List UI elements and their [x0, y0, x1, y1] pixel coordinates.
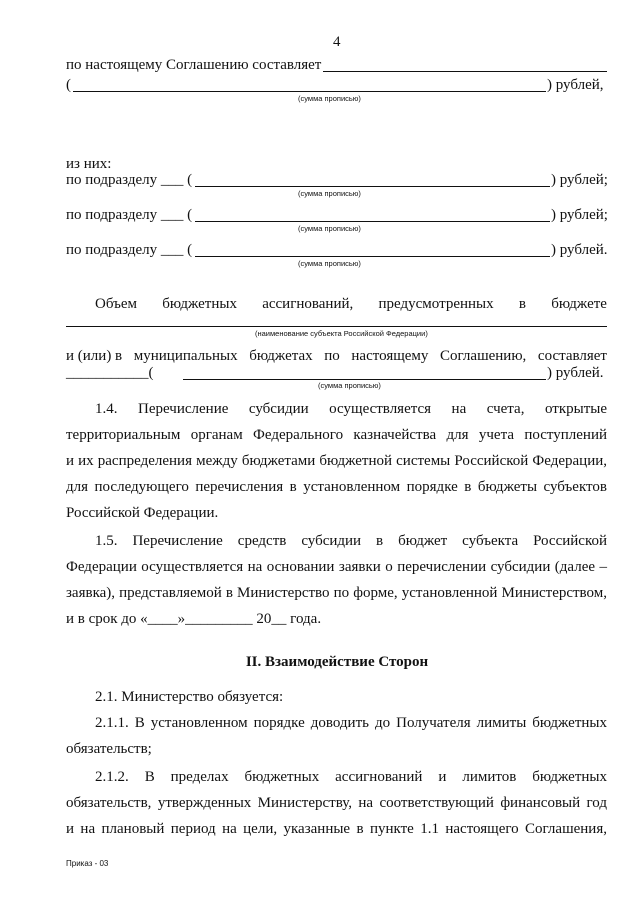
sum-in-words-caption: (сумма прописью)	[298, 94, 361, 103]
subsection-row-1-suffix: ) рублей;	[551, 172, 608, 188]
p14-line-1: 1.4. Перечисление субсидии осуществляется на счета, открытые	[95, 401, 607, 417]
p14-line-3: и их распределения между бюджетами бюджетной системы Российской Федерации,	[66, 453, 607, 469]
municipal-word: муниципальных	[133, 348, 238, 364]
municipal-amount-prefix: ___________(	[66, 365, 154, 381]
subsection-row-1-line	[195, 186, 550, 187]
p211-line-2: обязательств;	[66, 741, 152, 757]
volume-word: Объем	[95, 296, 137, 312]
p211-line-1: 2.1.1. В установленном порядке доводить до Получателя лимиты бюджетных	[95, 715, 607, 731]
subsection-row-1-caption: (сумма прописью)	[298, 189, 361, 198]
subsection-row-2-caption: (сумма прописью)	[298, 224, 361, 233]
municipal-word: по	[324, 348, 340, 364]
total-amount-label: по настоящему Соглашению составляет	[66, 57, 322, 73]
subsection-row-2-suffix: ) рублей;	[551, 207, 608, 223]
municipal-word: и (или) в	[66, 348, 123, 364]
p21: 2.1. Министерство обязуется:	[95, 689, 284, 705]
municipal-word: настоящему	[351, 348, 429, 364]
open-paren: (	[66, 77, 71, 93]
p212-line-2: обязательств, утвержденных Министерству, на соответствующий финансовый год	[66, 795, 607, 811]
volume-word: бюджетных	[162, 296, 237, 312]
subsection-row-3-suffix: ) рублей.	[551, 242, 608, 258]
p15-line-1: 1.5. Перечисление средств субсидии в бюджет субъекта Российской	[95, 533, 607, 549]
rubles-label: ) рублей,	[547, 77, 604, 93]
subsection-row-1-prefix: по подразделу ___ (	[66, 172, 193, 188]
municipal-sum-caption: (сумма прописью)	[318, 381, 381, 390]
volume-line	[95, 295, 607, 313]
volume-word: в	[518, 296, 526, 312]
p15-line-3: заявка), представляемой в Министерство по форме, установленной Министерством,	[66, 585, 607, 601]
p14-line-4: для последующего перечисления в установленном порядке в бюджеты субъектов	[66, 479, 607, 495]
footer-order-ref: Приказ - 03	[66, 859, 109, 868]
subsection-row-3-prefix: по подразделу ___ (	[66, 242, 193, 258]
municipal-amount-line	[183, 379, 546, 380]
subsection-row-2-line	[195, 221, 550, 222]
section-title: II. Взаимодействие Сторон	[245, 654, 429, 670]
volume-word: бюджете	[551, 296, 607, 312]
page-number: 4	[333, 34, 341, 50]
volume-word: предусмотренных	[378, 296, 494, 312]
municipal-line	[66, 347, 607, 365]
p14-line-5: Российской Федерации.	[66, 505, 219, 521]
p212-line-3: и на плановый период на цели, указанные в пункте 1.1 настоящего Соглашения,	[66, 821, 607, 837]
amount-blank-line	[323, 71, 607, 72]
subsection-row-3-line	[195, 256, 550, 257]
p14-line-2: территориальным органам Федерального казначейства для учета поступлений	[66, 427, 607, 443]
p15-line-4: и в срок до «____»_________ 20__ года.	[66, 611, 322, 627]
municipal-word: бюджетах	[249, 348, 313, 364]
municipal-amount-suffix: ) рублей.	[547, 365, 604, 381]
subject-name-caption: (наименование субъекта Российской Федерации)	[255, 329, 428, 338]
municipal-word: составляет	[537, 348, 607, 364]
iz-nih-label: из них:	[66, 156, 112, 172]
p15-line-2: Федерации осуществляется на основании заявки о перечислении субсидии (далее –	[66, 559, 607, 575]
subsection-row-2-prefix: по подразделу ___ (	[66, 207, 193, 223]
volume-word: ассигнований,	[262, 296, 354, 312]
amount-words-line	[73, 91, 546, 92]
subject-name-line	[66, 326, 607, 327]
municipal-word: Соглашению,	[440, 348, 527, 364]
p212-line-1: 2.1.2. В пределах бюджетных ассигнований и лимитов бюджетных	[95, 769, 607, 785]
subsection-row-3-caption: (сумма прописью)	[298, 259, 361, 268]
